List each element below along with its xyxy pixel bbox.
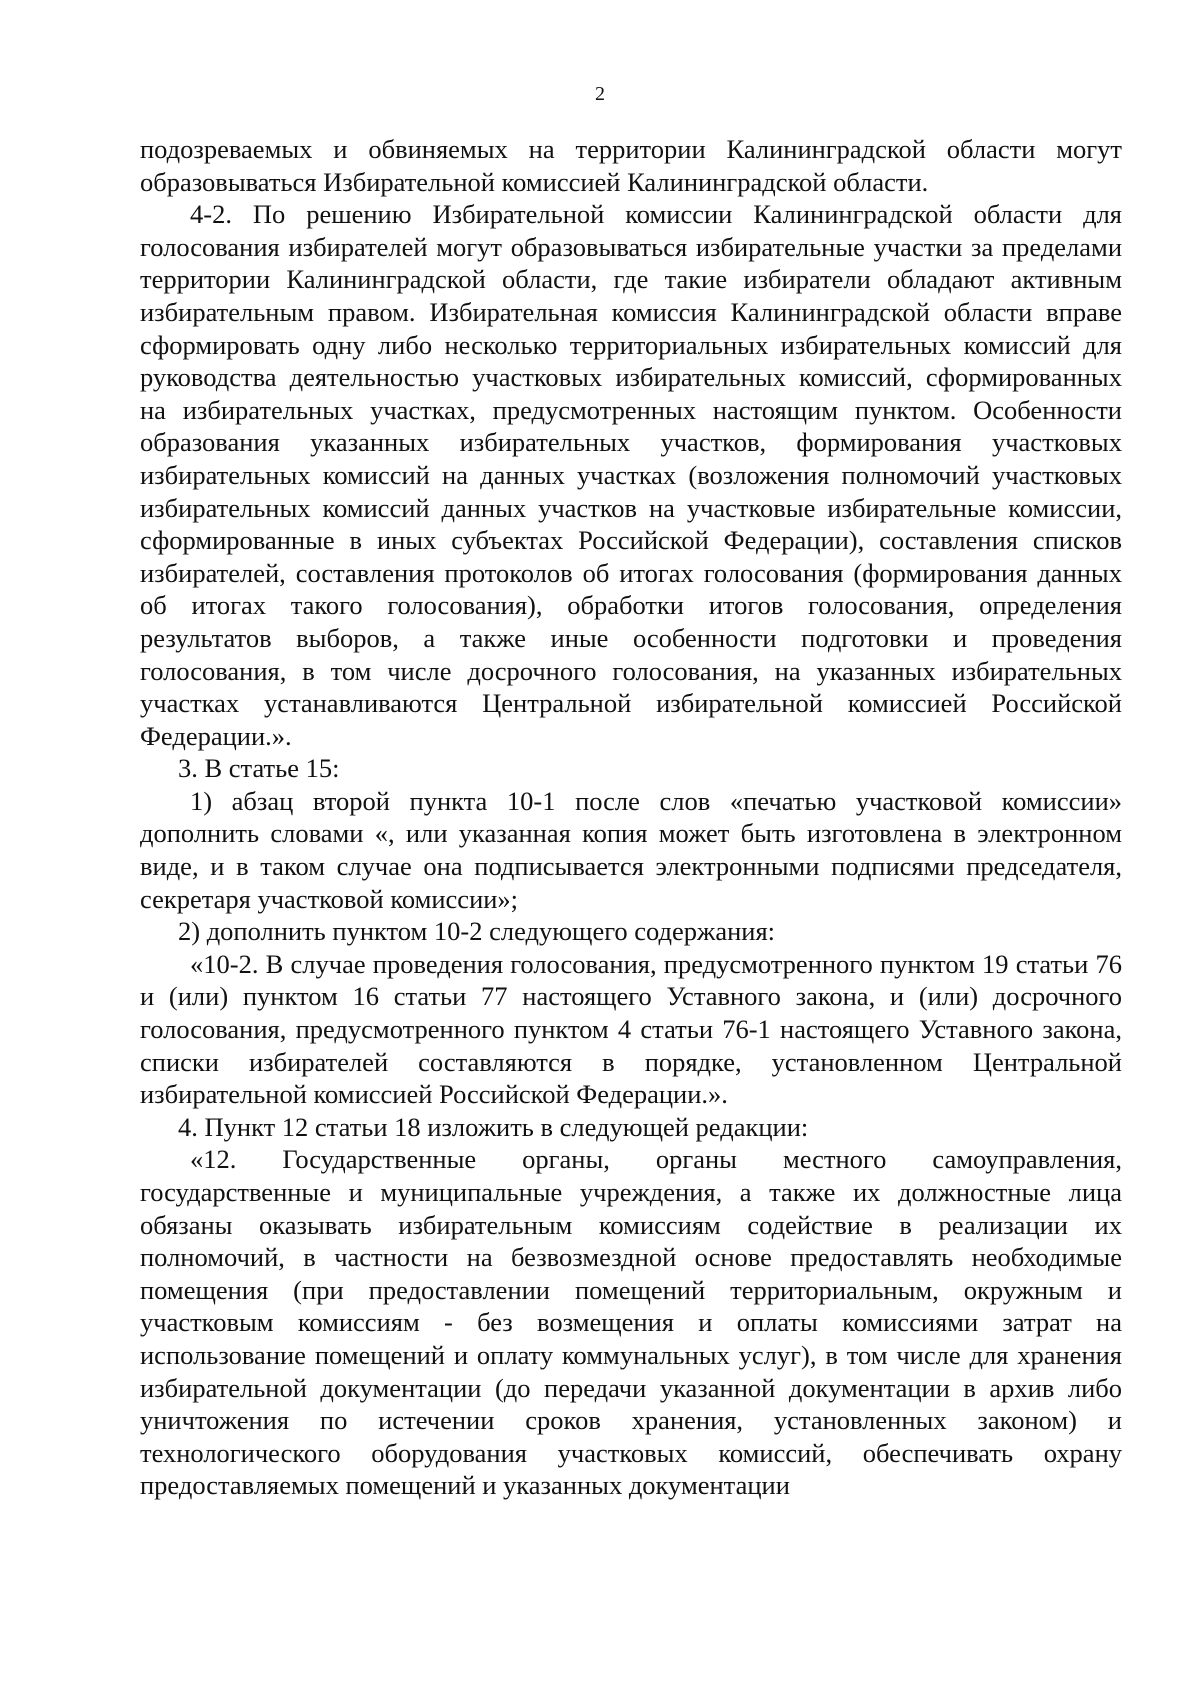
paragraph-4-2: 4-2. По решению Избирательной комиссии Калининградской области для голосования избирателей могут образовываться избирательные участки за пределами территории Калининградской области, где такие избиратели обладают активным избирательным правом. Избирательная комиссия Калининградской области вправе сформировать одну либо несколько территориальных избирательных комиссий для руководства деятельностью участковых избирательных комиссий, сформированных на избирательных участках, предусмотренных настоящим пунктом. Особенности образования указанных избирательных участков, формирования участковых избирательных комиссий на данных участках (возложения полномочий участковых избирательных комиссий данных участков на участковые избирательные комиссии, сформированные в иных субъектах Российской Федерации), составления списков избирателей, составления протоколов об итогах голосования (формирования данных об итогах такого голосования), обработки итогов голосования, определения результатов выборов, а также иные особенности подготовки и проведения голосования, в том числе досрочного голосования, на указанных избирательных участках устанавливаются Центральной избирательной комиссией Российской Федерации.».: [140, 199, 1122, 751]
paragraph-article-15: 3. В статье 15:: [178, 753, 340, 784]
paragraph-12: «12. Государственные органы, органы местного самоуправления, государственные и муниципальные учреждения, а также их должностные лица обязаны оказывать избирательным комиссиям содействие в реализации их полномочий, в частности на безвозмездной основе предоставлять необходимые помещения (при предоставлении помещений территориальным, окружным и участковым комиссиям - без возмещения и оплаты комиссиями затрат на использование помещений и оплату коммунальных услуг), в том числе для хранения избирательной документации (до передачи указанной документации в архив либо уничтожения по истечении сроков хранения, установленных законом) и технологического оборудования участковых комиссий, обеспечивать охрану предоставляемых помещений и указанных документации: [140, 1144, 1122, 1501]
paragraph-continuation: подозреваемых и обвиняемых на территории Калининградской области могут образовываться Избирательной комиссией Калининградской области.: [140, 134, 1122, 197]
page-number: 2: [595, 83, 605, 105]
paragraph-subitem-2: 2) дополнить пунктом 10-2 следующего содержания:: [178, 916, 776, 947]
document-body: [140, 133, 1122, 1502]
paragraph-subitem-1: 1) абзац второй пункта 10-1 после слов «печатью участковой комиссии» дополнить словами «, или указанная копия может быть изготовлена в электронном виде, и в таком случае она подписывается электронными подписями председателя, секретаря участковой комиссии»;: [140, 785, 1122, 914]
paragraph-item-4: 4. Пункт 12 статьи 18 изложить в следующей редакции:: [178, 1111, 809, 1142]
paragraph-10-2: «10-2. В случае проведения голосования, предусмотренного пунктом 19 статьи 76 и (или) пунктом 16 статьи 77 настоящего Уставного закона, и (или) досрочного голосования, предусмотренного пунктом 4 статьи 76-1 настоящего Уставного закона, списки избирателей составляются в порядке, установленном Центральной избирательной комиссией Российской Федерации.».: [140, 948, 1122, 1110]
